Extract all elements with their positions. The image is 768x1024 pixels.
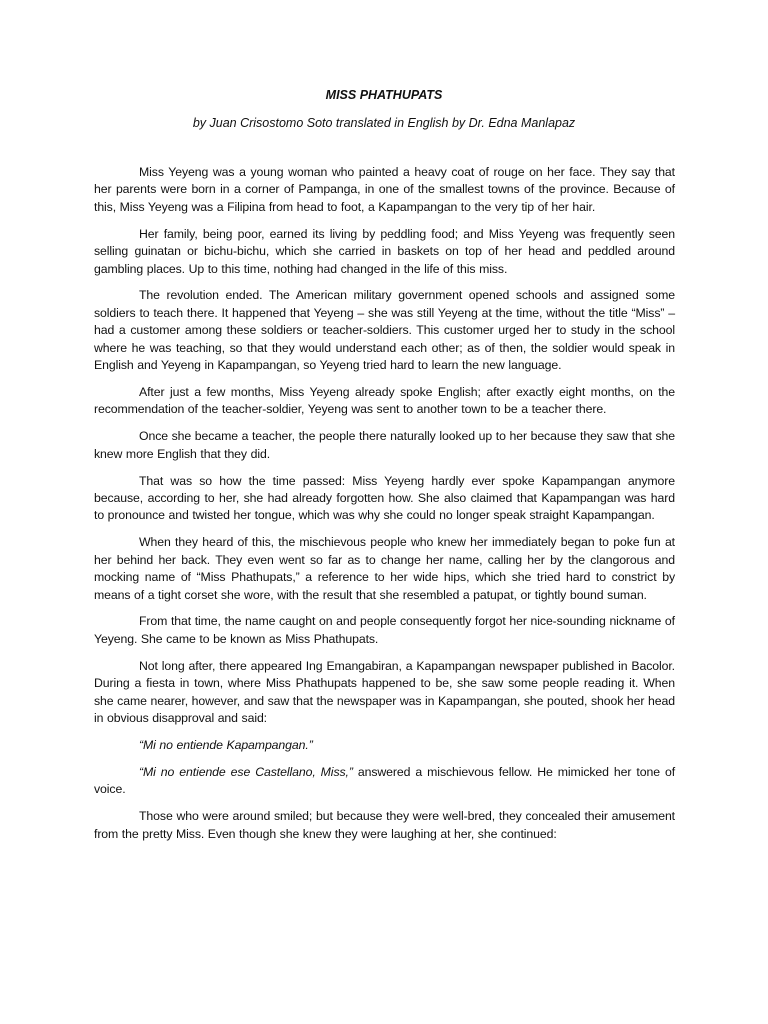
paragraph-1: Miss Yeyeng was a young woman who painted a heavy coat of rouge on her face. They say that her parents were born in a corner of Pampanga, in one of the smallest towns of the province. Because of this, Miss Yeyeng was a Filipina from head to foot, a Kapampangan to the very tip of her hair. xyxy=(94,165,675,214)
paragraph-8: From that time, the name caught on and people consequently forgot her nice-sounding nickname of Yeyeng. She came to be known as Miss Phathupats. xyxy=(94,614,675,646)
reply-rest: answered a mischievous fellow. He mimicked her tone of voice. xyxy=(94,764,676,797)
paragraph-2: Her family, being poor, earned its living by peddling food; and Miss Yeyeng was frequently seen selling guinatan or bichu-bichu, which she carried in baskets on top of her head and peddled around gambling places. Up to this time, nothing had changed in the life of this miss. xyxy=(94,226,675,276)
reply-quote: “Mi no entiende ese Castellano, Miss,” xyxy=(139,764,353,779)
quote-line: “Mi no entiende Kapampangan.” xyxy=(139,737,313,752)
document-byline: by Juan Crisostomo Soto translated in English by Dr. Edna Manlapaz xyxy=(192,116,576,130)
paragraph-9: Not long after, there appeared Ing Emangabiran, a Kapampangan newspaper published in Bacolor. During a fiesta in town, where Miss Phathupats happened to be, she saw some people reading it. When she came nearer, however, and saw that the newspaper was in Kapampangan, she pouted, shook her head in obvious disapproval and said: xyxy=(94,658,675,725)
paragraph-4: After just a few months, Miss Yeyeng already spoke English; after exactly eight months, on the recommendation of the teacher-soldier, Yeyeng was sent to another town to be a teacher there. xyxy=(94,384,675,417)
document-title: MISS PHATHUPATS xyxy=(325,88,443,102)
paragraph-7: When they heard of this, the mischievous people who knew her immediately began to poke fun at her behind her back. They even went so far as to change her name, calling her by the clangorous and mocking name of “Miss Phathupats,” a reference to her wide hips, which she tried hard to constrict by means of a tight corset she wore, with the result that she resembled a patupat, or tightly bound suman. xyxy=(94,535,675,602)
final-paragraph: Those who were around smiled; but because they were well-bred, they concealed their amusement from the pretty Miss. Even though she knew they were laughing at her, she continued: xyxy=(94,809,675,841)
paragraph-3: The revolution ended. The American military government opened schools and assigned some soldiers to teach there. It happened that Yeyeng – she was still Yeyeng at the time, without the title “Miss” – had a customer among these soldiers or teacher-soldiers. This customer urged her to study in the school where he was teaching, so that they would understand each other; as of then, the soldier would speak in English and Yeyeng in Kapampangan, so Yeyeng tried hard to learn the new language. xyxy=(94,288,675,373)
reply-paragraph xyxy=(94,764,675,799)
paragraph-5: Once she became a teacher, the people there naturally looked up to her because they saw that she knew more English that they did. xyxy=(94,429,675,461)
document-body xyxy=(94,164,675,852)
paragraph-6: That was so how the time passed: Miss Yeyeng hardly ever spoke Kapampangan anymore because, according to her, she had already forgotten how. She also claimed that Kapampangan was hard to pronounce and twisted her tongue, which was why she could no longer speak straight Kapampangan. xyxy=(94,473,675,523)
